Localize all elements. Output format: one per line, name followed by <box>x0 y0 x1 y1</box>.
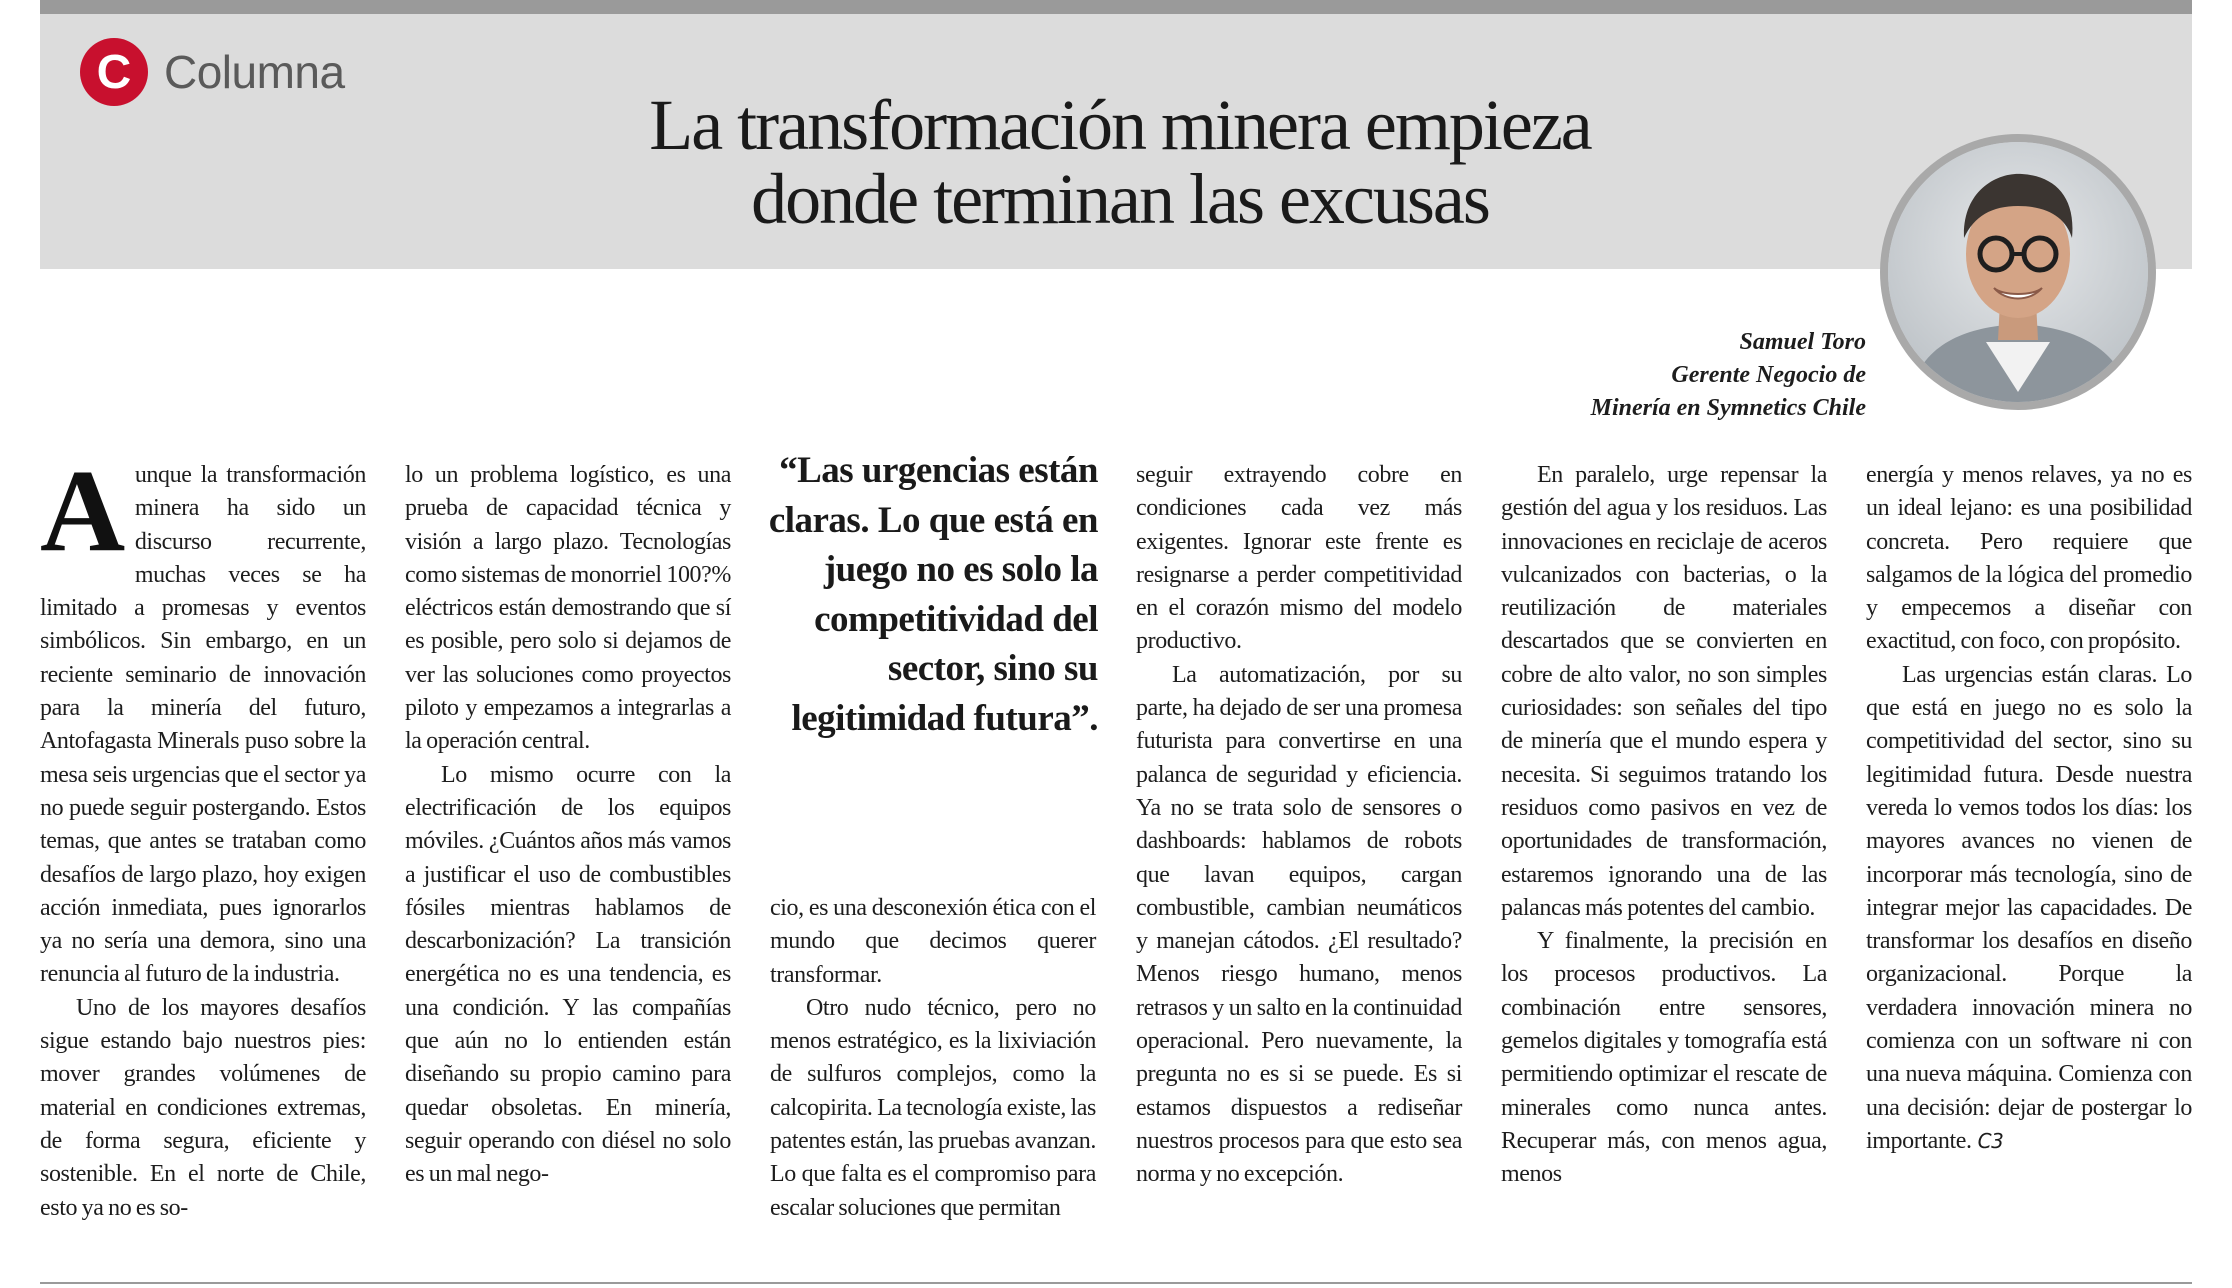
article-column-6 <box>1866 459 2192 1158</box>
article-column-3 <box>770 892 1096 1225</box>
pull-quote: “Las urgencias están claras. Lo que está en juego no es solo la competitividad del sector, sino su legitimidad futura”. <box>768 450 1098 739</box>
paragraph: En paralelo, urge repensar la gestión del agua y los residuos. Las innovaciones en reciclaje de aceros vulcanizados con bacterias, o la reutilización de materiales descartados que se convierten en cobre de alto valor, no son simples curiosidades: son señales del tipo de minería que el mundo espera y necesita. Si seguimos tratando los residuos como pasivos en vez de oportunidades de transformación, estaremos ignorando una de las palancas más potentes del cambio. <box>1501 462 1827 921</box>
headline-line-1: La transformación minera empieza <box>649 85 1591 165</box>
paragraph: Uno de los mayores desafíos sigue estando bajo nuestros pies: mover grandes volúmenes de material en condiciones extremas, de forma segura, eficiente y sostenible. En el norte de Chile, esto ya no es so- <box>40 994 366 1221</box>
article-column-4 <box>1136 459 1462 1192</box>
drop-cap: A <box>40 445 125 576</box>
top-rule <box>40 0 2192 14</box>
author-name: Samuel Toro <box>1739 329 1866 355</box>
article-column-1 <box>40 445 366 1225</box>
closing-paragraph-text: Las urgencias están claras. Lo que está en juego no es solo la competitividad del sector, sino su legitimidad futura. Desde nuestra vereda lo vemos todos los días: los mayores avances no vienen de incorporar más tecnología, sino de integrar mejor las capacidades. De transformar los desafíos en diseño organizacional. Porque la verdadera innovación minera no comienza con un software ni con una nueva máquina. Comienza con una decisión: dejar de postergar lo importante. <box>1866 661 2192 1154</box>
headline-line-2: donde terminan las excusas <box>751 159 1489 239</box>
author-photo <box>1880 134 2156 410</box>
article-column-5 <box>1501 459 1827 1192</box>
paragraph: Y finalmente, la precisión en los procesos productivos. La combinación entre sensores, gemelos digitales y tomografía está permitiendo optimizar el rescate de minerales como nunca antes. Recuperar más, con menos agua, menos <box>1501 928 1827 1188</box>
paragraph: energía y menos relaves, ya no es un ideal lejano: es una posibilidad concreta. Pero requiere que salgamos de la lógica del promedio y empecemos a diseñar con exactitud, con foco, con propósito. <box>1866 462 2192 655</box>
headline <box>420 85 1820 239</box>
section-badge-icon: C <box>80 38 148 106</box>
section-label: Columna <box>164 46 345 98</box>
paragraph: Lo mismo ocurre con la electrificación de los equipos móviles. ¿Cuántos años más vamos a justificar el uso de combustibles fósiles mientras hablamos de descarbonización? La transición energética no es una tendencia, es una condición. Y las compañías que aún no lo entienden están diseñando su propio camino para quedar obsoletas. En minería, seguir operando con diésel no solo es un mal nego- <box>405 761 731 1188</box>
paragraph: Otro nudo técnico, pero no menos estratégico, es la lixiviación de sulfuros complejos, como la calcopirita. La tecnología existe, las patentes están, las pruebas avanzan. Lo que falta es el compromiso para escalar soluciones que permitan <box>770 994 1096 1221</box>
paragraph: unque la transformación minera ha sido un discurso recurrente, muchas veces se ha limitado a promesas y eventos simbólicos. Sin embargo, en un reciente seminario de innovación para la minería del futuro, Antofagasta Minerals puso sobre la mesa seis urgencias que el sector ya no puede seguir postergando. Estos temas, que antes se trataban como desafíos de largo plazo, hoy exigen acción inmediata, pues ignorarlos ya no sería una demora, sino una renuncia al futuro de la industria. <box>40 462 366 988</box>
section-tag <box>80 38 345 106</box>
paragraph: La automatización, por su parte, ha dejado de ser una promesa futurista para convertirse en una palanca de seguridad y eficiencia. Ya no se trata solo de sensores o dashboards: hablamos de robots que lavan equipos, cargan combustible, cambian neumáticos y manejan cátodos. ¿El resultado? Menos riesgo humano, menos retrasos y un salto en la continuidad operacional. Pero nuevamente, la pregunta no es si se puede. Es si estamos dispuestos a rediseñar nuestros procesos para que esto sea norma y no excepción. <box>1136 661 1462 1188</box>
paragraph: seguir extrayendo cobre en condiciones cada vez más exigentes. Ignorar este frente es resignarse a perder competitividad en el corazón mismo del modelo productivo. <box>1136 462 1462 655</box>
author-role-line-1: Gerente Negocio de <box>1671 362 1866 388</box>
author-role-line-2: Minería en Symnetics Chile <box>1590 395 1866 421</box>
author-portrait-icon <box>1888 142 2148 402</box>
paragraph: lo un problema logístico, es una prueba de capacidad técnica y visión a largo plazo. Tecnologías como sistemas de monorriel 100?% eléctricos están demostrando que sí es posible, pero solo si dejamos de ver las soluciones como proyectos piloto y empezamos a integrarlas a la operación central. <box>405 462 731 755</box>
bottom-rule <box>40 1282 2192 1284</box>
author-byline <box>1430 326 1866 425</box>
paragraph: cio, es una desconexión ética con el mundo que decimos querer transformar. <box>770 895 1096 988</box>
article-column-2 <box>405 459 731 1192</box>
end-mark-icon: C3 <box>1977 1128 2004 1153</box>
paragraph <box>1866 659 2192 1158</box>
